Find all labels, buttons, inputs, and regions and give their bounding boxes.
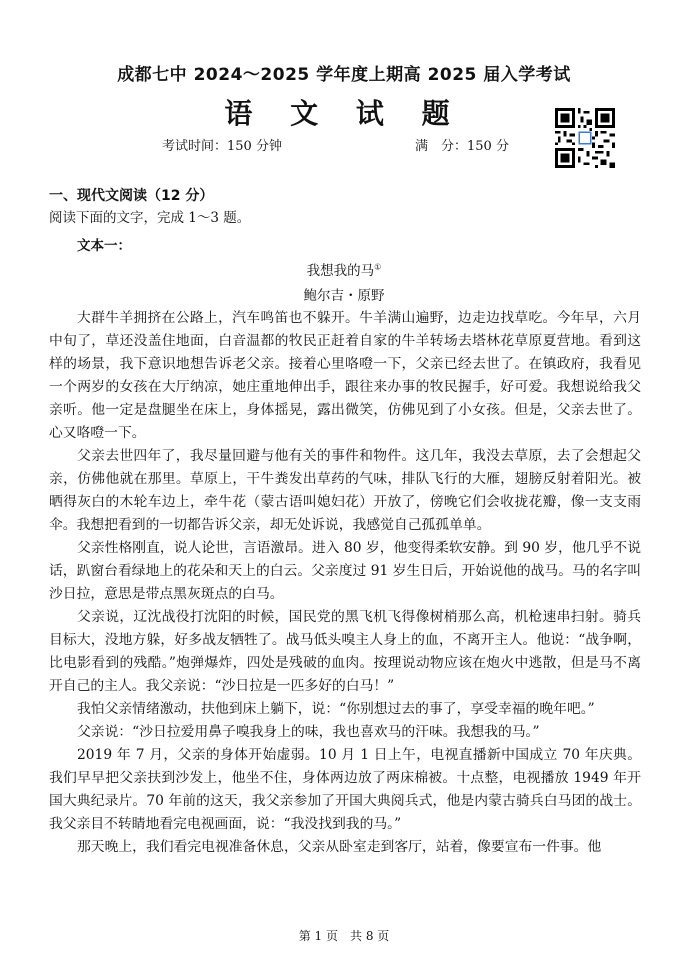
article-body: [49, 307, 641, 859]
footnote-marker: ①: [374, 262, 382, 272]
page-footer: 第 1 页 共 8 页: [298, 929, 390, 943]
exam-title: 成都七中 2024～2025 学年度上期高 2025 届入学考试: [117, 65, 571, 85]
section-heading: 一、现代文阅读（12 分）: [49, 188, 214, 204]
full-score: 满 分：150 分: [415, 139, 509, 154]
subject-title: 语 文 试 题: [224, 97, 464, 130]
exam-time: 考试时间：150 分钟: [162, 139, 282, 154]
qr-code-icon: [555, 108, 615, 168]
reading-instruction: 阅读下面的文字，完成 1～3 题。: [49, 210, 251, 226]
text-label: 文本一：: [77, 238, 131, 254]
paragraph: 2019 年 7 月，父亲的身体开始虚弱。10 月 1 日上午，电视直播新中国成立 70 年庆典。我们早早把父亲扶到沙发上，他坐不住，身体两边放了两床棉被。十点整，电视播放 1949 年开国大典纪录片。70 年前的这天，我父亲参加了开国大典阅兵式，他是内蒙古骑兵白马团的战士。我父亲目不转睛地看完电视画面，说：“我没找到我的马。”: [49, 747, 641, 832]
paragraph: 大群牛羊拥挤在公路上，汽车鸣笛也不躲开。牛羊满山遍野，边走边找草吃。今年早，六月中旬了，草还没盖住地面，白音温都的牧民正赶着自家的牛羊转场去塔林花草原夏营地。看到这样的场景，我下意识地想告诉老父亲。接着心里咯噔一下，父亲已经去世了。在镇政府，我看见一个两岁的女孩在大厅纳凉，她庄重地伸出手，跟往来办事的牧民握手，好可爱。我想说给我父亲听。他一定是盘腿坐在床上，身体摇晃，露出微笑，仿佛见到了小女孩。但是，父亲去世了。心又咯噔一下。: [49, 310, 641, 441]
paragraph: 父亲说，辽沈战役打沈阳的时候，国民党的黑飞机飞得像树梢那么高，机枪速串扫射。骑兵目标大，没地方躲，好多战友牺牲了。战马低头嗅主人身上的血，不离开主人。他说：“战争啊，比电影看到的残酷。”炮弹爆炸，四处是残破的血肉。按理说动物应该在炮火中逃散，但是马不离开自己的主人。我父亲说：“沙日拉是一匹多好的白马！”: [49, 609, 641, 694]
article-author: 鲍尔吉・原野: [303, 288, 385, 304]
article-title: [0, 259, 688, 279]
paragraph: 父亲性格刚直，说人论世，言语激昂。进入 80 岁，他变得柔软安静。到 90 岁，他几乎不说话，趴窗台看绿地上的花朵和天上的白云。父亲度过 91 岁生日后，开始说他的战马。马的名字叫沙日拉，意思是带点黑灰斑点的白马。: [49, 540, 641, 602]
paragraph: 父亲去世四年了，我尽量回避与他有关的事件和物件。这几年，我没去草原，去了会想起父亲，仿佛他就在那里。草原上，干牛粪发出草药的气味，排队飞行的大雁，翅膀反射着阳光。被晒得灰白的木轮车边上，牵牛花（蒙古语叫媳妇花）开放了，傍晚它们会收拢花瓣，像一支支雨伞。我想把看到的一切都告诉父亲，却无处诉说，我感觉自己孤孤单单。: [49, 448, 641, 533]
paragraph: 我怕父亲情绪激动，扶他到床上躺下，说：“你别想过去的事了，享受幸福的晚年吧。”: [77, 701, 595, 717]
paragraph: 父亲说：“沙日拉爱用鼻子嗅我身上的味，我也喜欢马的汗味。我想我的马。”: [77, 724, 540, 740]
article-title-text: 我想我的马: [306, 263, 375, 279]
paragraph: 那天晚上，我们看完电视准备休息，父亲从卧室走到客厅，站着，像要宣布一件事。他: [77, 839, 602, 855]
